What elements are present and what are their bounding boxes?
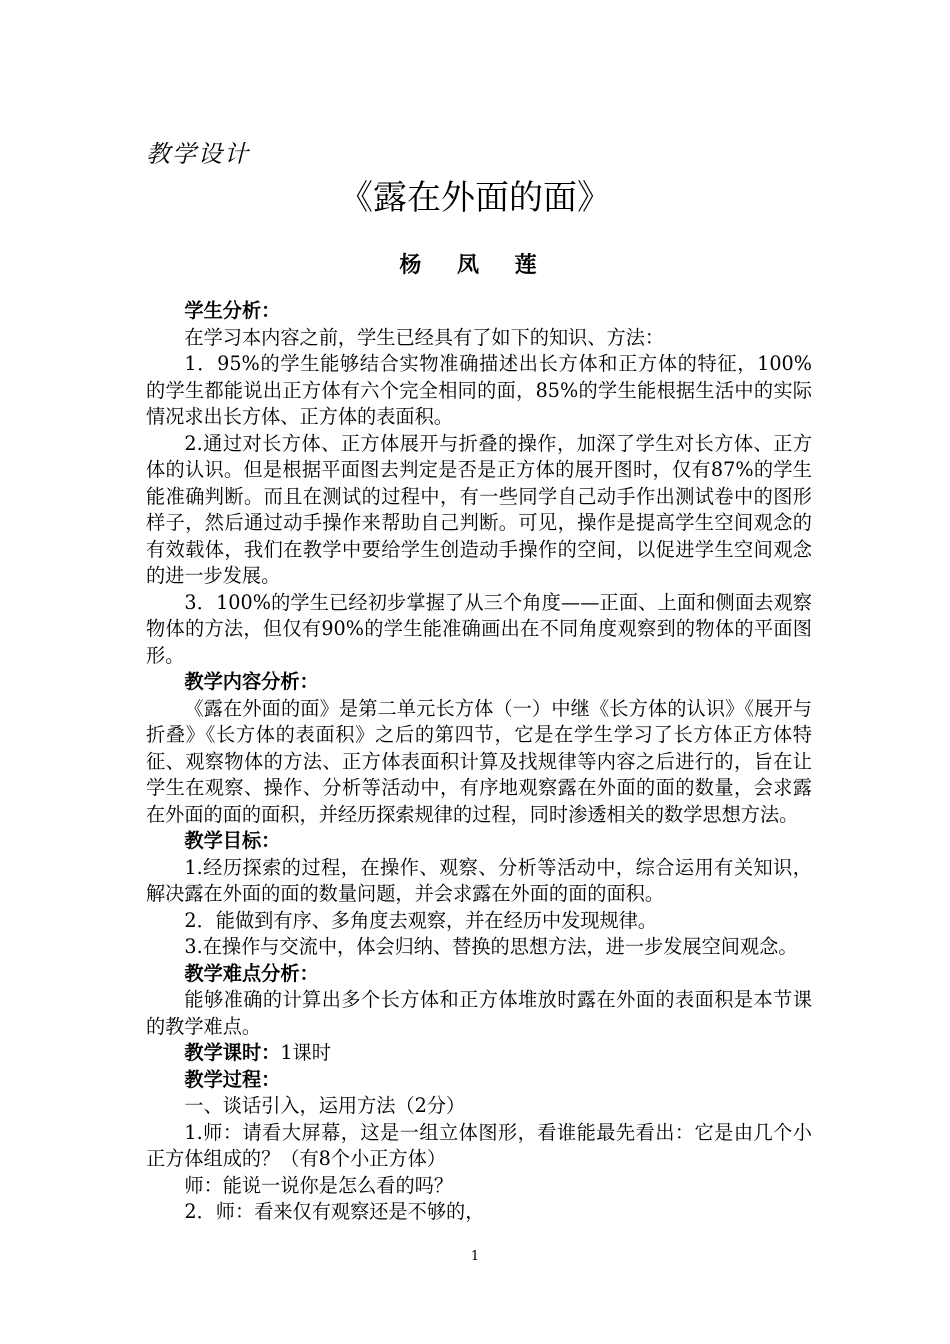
section-heading-process: 教学过程：	[184, 1067, 281, 1091]
list-item: 2.通过对长方体、正方体展开与折叠的操作，加深了学生对长方体、正方体的认识。但是根据平面图去判定是否是正方体的展开图时，仅有87%的学生能准确判断。而且在测试的过程中，有一些同学自己动手作出测试卷中的图形样子，然后通过动手操作来帮助自己判断。可见，操作是提高学生空间观念的有效载体，我们在教学中要给学生创造动手操作的空间，以促进学生空间观念的进一步发展。	[146, 431, 812, 587]
document-type-label: 教学设计	[146, 140, 250, 168]
hours-value: 1课时	[280, 1041, 331, 1064]
document-title: 《露在外面的面》	[339, 178, 611, 218]
list-item: 2．师：看来仅有观察还是不够的，	[184, 1200, 485, 1223]
paragraph: 《露在外面的面》是第二单元长方体（一）中继《长方体的认识》《展开与折叠》《长方体的表面积》之后的第四节，它是在学生学习了长方体正方体特征、观察物体的方法、正方体表面积计算及找规律等内容之后进行的，旨在让学生在观察、操作、分析等活动中，有序地观察露在外面的面的数量，会求露在外面的面的面积，并经历探索规律的过程，同时渗透相关的数学思想方法。	[146, 696, 812, 826]
list-item: 1.师：请看大屏幕，这是一组立体图形，看谁能最先看出：它是由几个小正方体组成的？（有8个小正方体）	[146, 1120, 812, 1170]
list-item: 3．100%的学生已经初步掌握了从三个角度——正面、上面和侧面去观察物体的方法，但仅有90%的学生能准确画出在不同角度观察到的物体的平面图形。	[146, 590, 812, 667]
section-heading-difficulty: 教学难点分析：	[184, 961, 319, 985]
section-heading-content-analysis: 教学内容分析：	[184, 670, 319, 693]
list-item: 3.在操作与交流中，体会归纳、替换的思想方法，进一步发展空间观念。	[184, 935, 798, 958]
document-body	[146, 298, 812, 1226]
list-item: 1.经历探索的过程，在操作、观察、分析等活动中，综合运用有关知识，解决露在外面的面的数量问题，并会求露在外面的面的面积。	[146, 855, 812, 905]
list-item: 师：能说一说你是怎么看的吗？	[184, 1173, 454, 1197]
list-item: 1．95%的学生能够结合实物准确描述出长方体和正方体的特征，100%的学生都能说出正方体有六个完全相同的面，85%的学生能根据生活中的实际情况求出长方体、正方体的表面积。	[146, 352, 812, 428]
section-heading-objectives: 教学目标：	[184, 829, 281, 852]
hours-label: 教学课时：	[184, 1041, 281, 1064]
section-heading-hours	[146, 1040, 812, 1067]
paragraph: 能够准确的计算出多个长方体和正方体堆放时露在外面的表面积是本节课的教学难点。	[146, 988, 812, 1038]
paragraph: 在学习本内容之前，学生已经具有了如下的知识、方法：	[184, 325, 665, 349]
page-number: 1	[470, 1249, 480, 1264]
list-item: 2．能做到有序、多角度去观察，并在经历中发现规律。	[184, 908, 658, 932]
document-author: 杨 凤 莲	[399, 252, 551, 278]
list-item: 一、谈话引入，运用方法（2分）	[184, 1094, 466, 1117]
section-heading-student-analysis: 学生分析：	[184, 299, 281, 322]
